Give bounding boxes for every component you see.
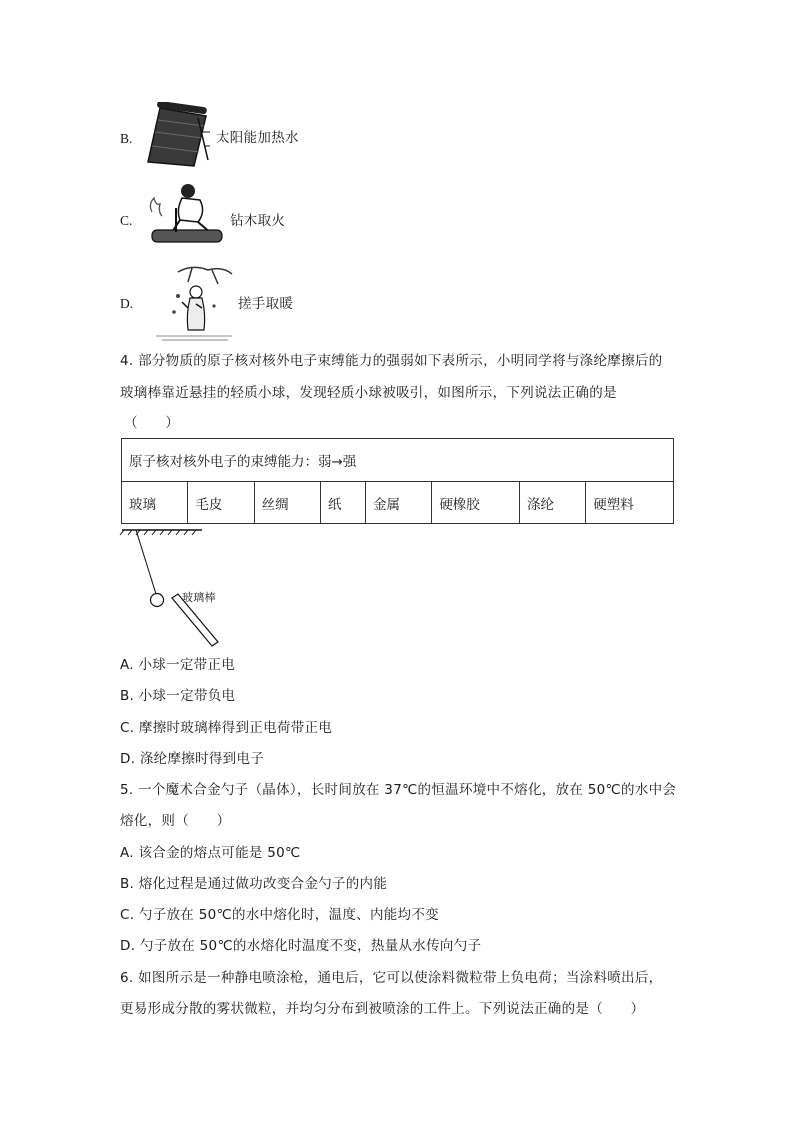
q4-option-b: B. 小球一定带负电 (120, 688, 236, 704)
q5-stem-line2: 熔化，则（ ） (120, 813, 231, 829)
option-d-letter: D. (120, 296, 134, 311)
table-cell-polyester: 涤纶 (519, 482, 585, 524)
table-cell-hard-plastic: 硬塑料 (586, 482, 674, 524)
q4-stem-line1: 4. 部分物质的原子核对核外电子束缚能力的强弱如下表所示，小明同学将与涤纶摩擦后的 (120, 353, 663, 369)
table-cell-metal: 金属 (365, 482, 431, 524)
table-cell-fur: 毛皮 (188, 482, 254, 524)
q6-stem-line1: 6. 如图所示是一种静电喷涂枪，通电后，它可以使涂料微粒带上负电荷；当涂料喷出后， (120, 970, 663, 986)
option-c-letter: C. (120, 213, 133, 228)
table-cell-silk: 丝绸 (254, 482, 320, 524)
option-b-letter: B. (120, 131, 133, 146)
q4-answer-bracket: （ ） (124, 415, 180, 431)
q4-option-d: D. 涤纶摩擦时得到电子 (120, 751, 265, 767)
table-cell-glass: 玻璃 (122, 482, 188, 524)
q5-option-d: D. 勺子放在 50℃的水熔化时温度不变，热量从水传向勺子 (120, 938, 482, 954)
q5-option-b: B. 熔化过程是通过做功改变合金勺子的内能 (120, 876, 388, 892)
table-header-cell: 原子核对核外电子的束缚能力：弱→强 (122, 439, 674, 482)
solar-water-heater-icon (140, 102, 212, 170)
glass-rod-label: 玻璃棒 (182, 591, 216, 604)
q4-stem-line2: 玻璃棒靠近悬挂的轻质小球，发现轻质小球被吸引，如图所示，下列说法正确的是 (120, 385, 617, 401)
option-c-text: 钻木取火 (230, 213, 286, 229)
q5-option-a: A. 该合金的熔点可能是 50℃ (120, 845, 301, 861)
q6-stem-line2: 更易形成分散的雾状微粒，并均匀分布到被喷涂的工件上。下列说法正确的是（ ） (120, 1001, 645, 1017)
q5-stem-line1: 5. 一个魔术合金勺子（晶体），长时间放在 37℃的恒温环境中不熔化，放在 50℃的水中会 (120, 782, 677, 798)
q4-option-a: A. 小球一定带正电 (120, 657, 236, 673)
q5-option-c: C. 勺子放在 50℃的水中熔化时，温度、内能均不变 (120, 907, 439, 923)
option-d-text: 搓手取暖 (238, 296, 294, 312)
electron-binding-table (121, 438, 674, 524)
q4-option-c: C. 摩擦时玻璃棒得到正电荷带正电 (120, 720, 333, 736)
rubbing-hands-icon (152, 262, 236, 344)
table-cell-paper: 纸 (320, 482, 365, 524)
table-cell-hard-rubber: 硬橡胶 (432, 482, 520, 524)
drilling-wood-fire-icon (146, 182, 228, 252)
ball-and-rod-figure (118, 526, 228, 648)
option-b-text: 太阳能加热水 (216, 130, 299, 146)
